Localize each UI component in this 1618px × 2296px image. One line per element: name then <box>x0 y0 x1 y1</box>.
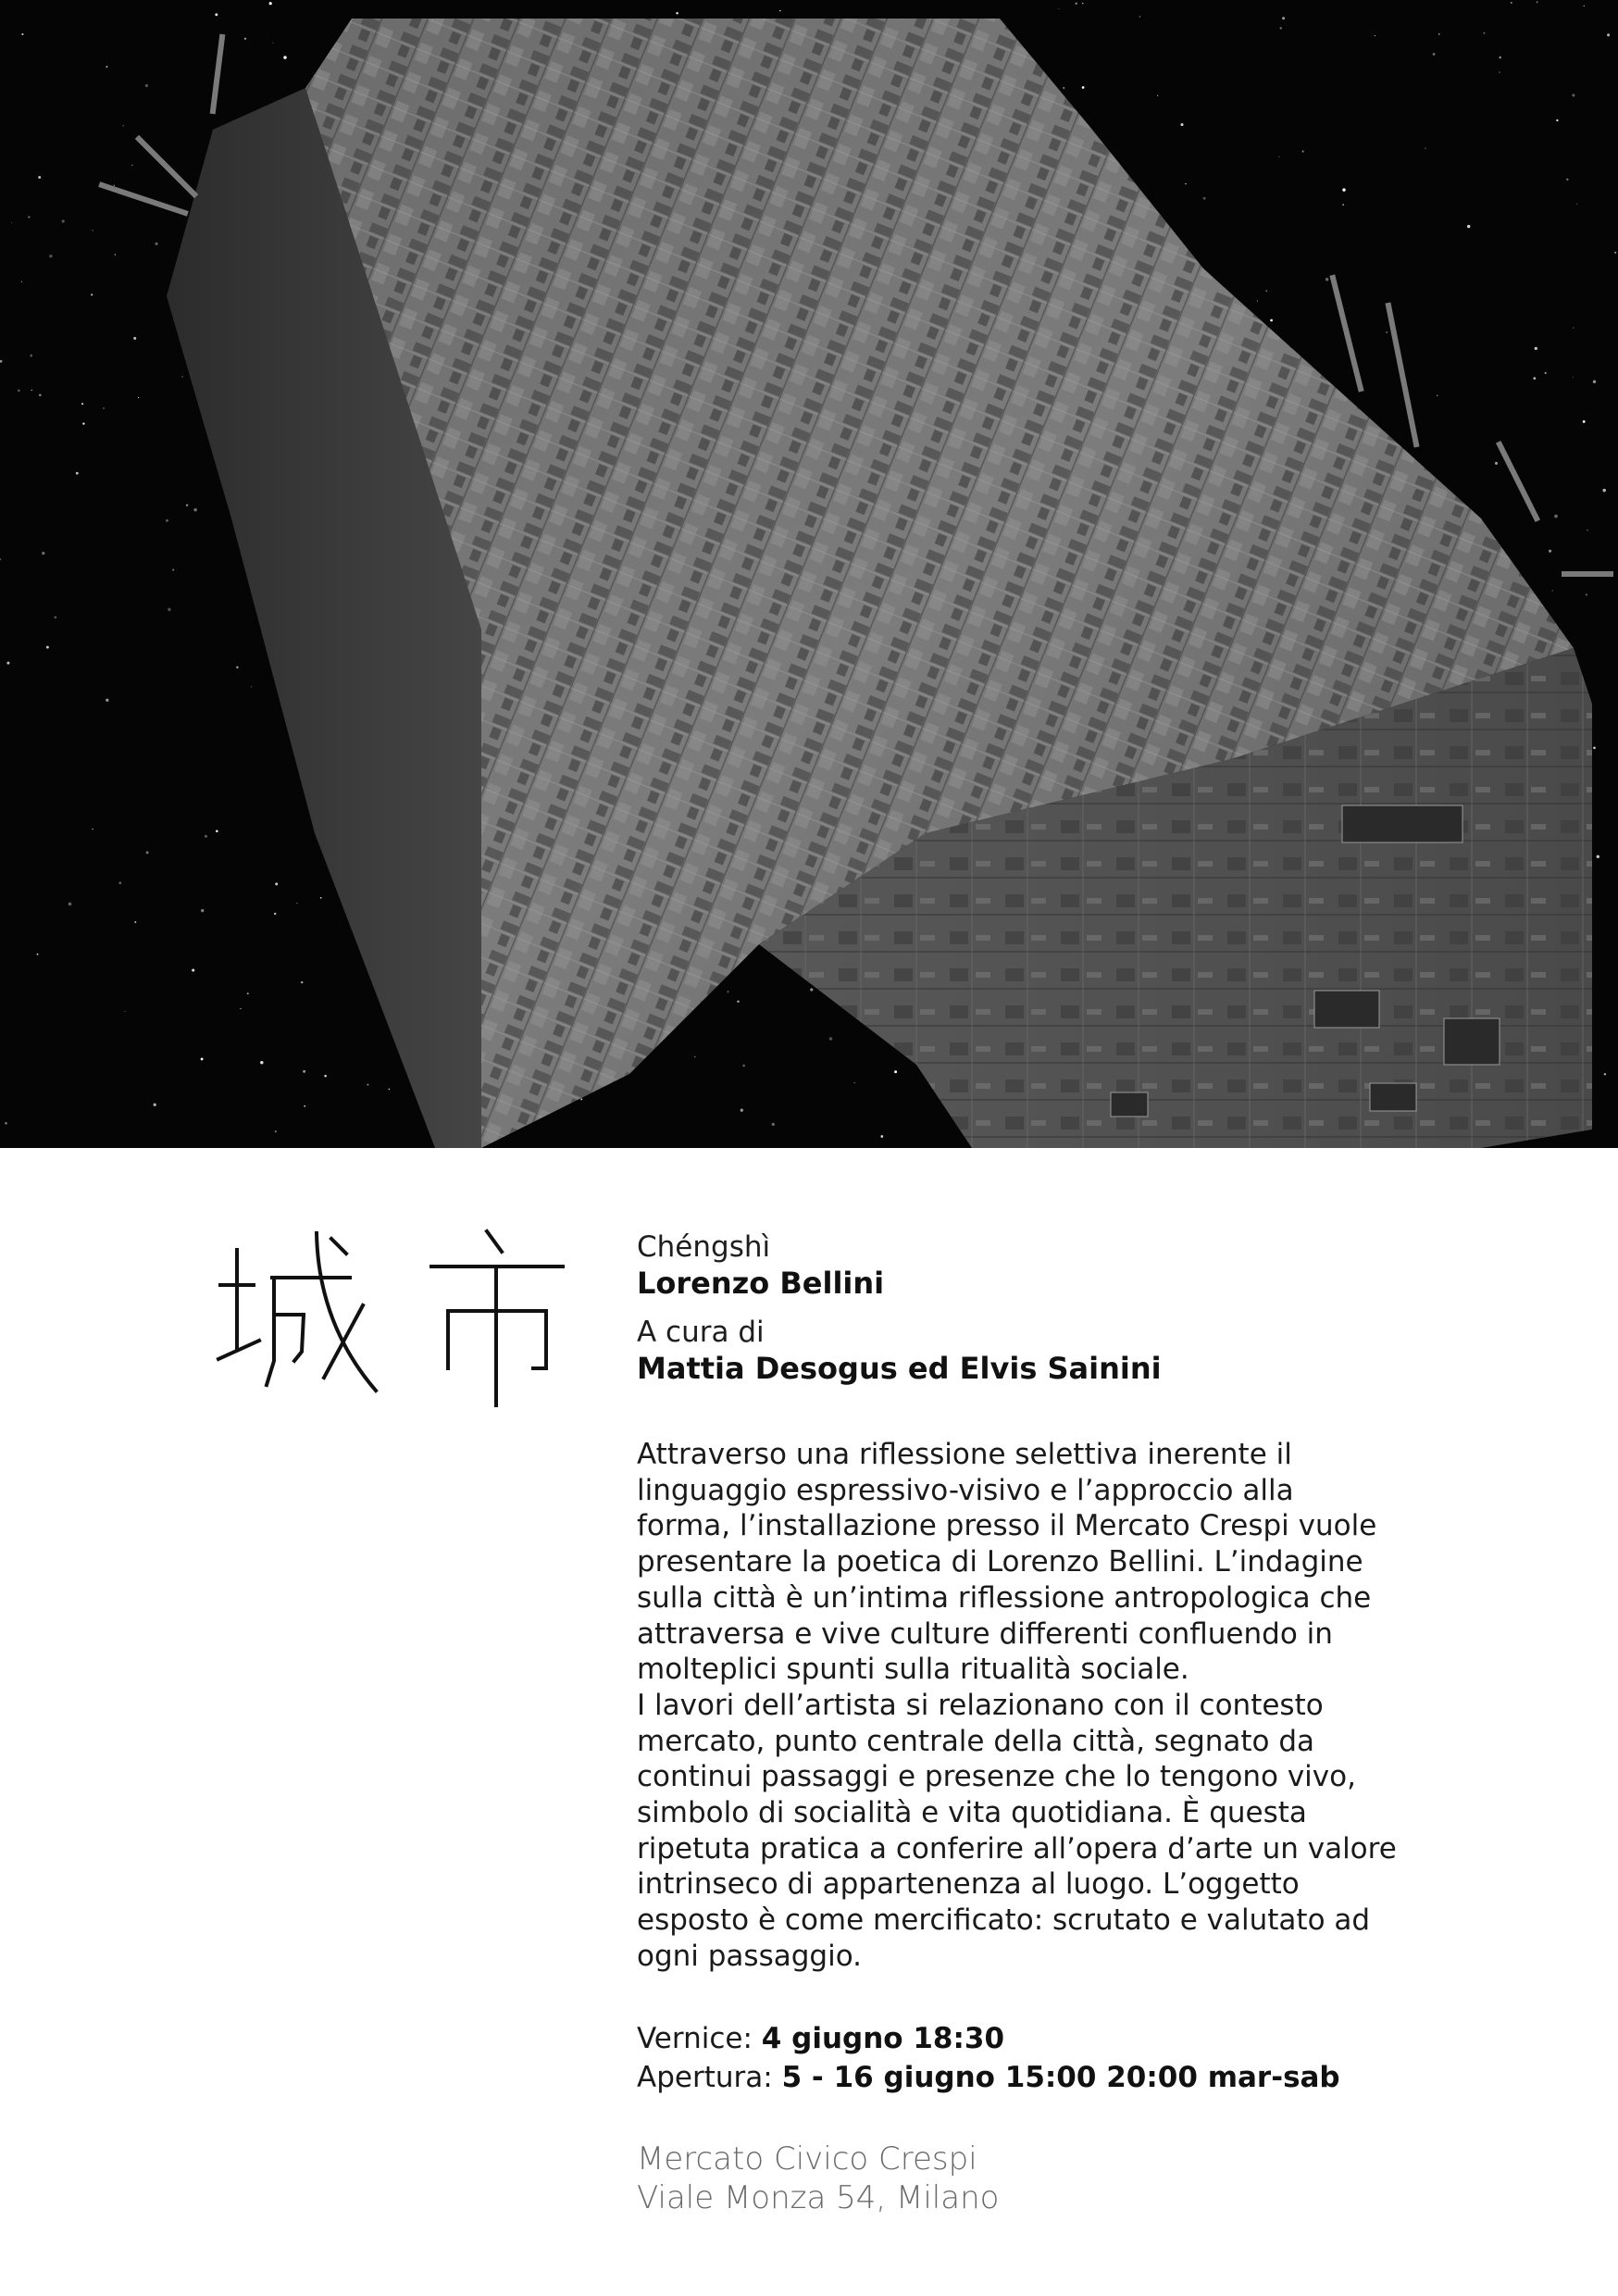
star <box>76 472 79 475</box>
hours-line <box>637 2058 1433 2097</box>
star <box>37 954 39 955</box>
star <box>810 988 813 991</box>
star <box>1467 225 1470 228</box>
star <box>1572 94 1574 96</box>
star <box>46 646 49 649</box>
star <box>247 992 249 994</box>
star <box>1593 381 1596 383</box>
star <box>1483 32 1485 34</box>
star <box>5 1122 7 1125</box>
curated-by-label: A cura di <box>637 1316 765 1349</box>
star <box>1593 747 1596 750</box>
hours-value: 5 - 16 giugno 15:00 20:00 mar-sab <box>781 2060 1340 2094</box>
artist-name: Lorenzo Bellini <box>637 1266 885 1301</box>
description-line: ripetuta pratica a conferire all’opera d’arte un valore <box>637 1831 1397 1866</box>
star <box>1386 331 1387 332</box>
star <box>303 1070 305 1073</box>
star <box>216 830 218 832</box>
star <box>181 376 182 377</box>
star <box>275 882 278 885</box>
description-line: linguaggio espressivo-visivo e l’approccio alla <box>637 1473 1294 1507</box>
star <box>118 881 121 884</box>
star <box>155 243 157 245</box>
star <box>18 389 20 392</box>
star <box>1573 327 1574 328</box>
star <box>741 1109 743 1112</box>
star <box>201 1057 204 1060</box>
star <box>1266 290 1267 291</box>
opening-value: 4 giugno 18:30 <box>761 2021 1005 2055</box>
star <box>1586 593 1587 595</box>
description-line: ogni passaggio. <box>637 1939 862 1973</box>
description-line: continui passaggi e presenze che lo tengono vivo, <box>637 1760 1356 1794</box>
star <box>1282 17 1285 19</box>
curators-names: Mattia Desogus ed Elvis Sainini <box>637 1351 1162 1386</box>
star <box>269 2 272 5</box>
star <box>1302 151 1304 153</box>
star <box>1058 8 1059 9</box>
star <box>779 10 780 11</box>
star <box>1257 300 1258 301</box>
description-line: I lavori dell’artista si relazionano con il contesto <box>637 1688 1324 1722</box>
star <box>1433 53 1436 56</box>
star <box>1537 1 1538 3</box>
description-line: sulla città è un’intima riflessione antropologica che <box>637 1580 1372 1615</box>
description-paragraph <box>637 1437 1433 1975</box>
star <box>146 851 149 854</box>
star <box>1280 27 1282 29</box>
star <box>1495 462 1498 465</box>
star <box>389 1089 391 1091</box>
star <box>275 1130 277 1132</box>
star <box>240 1008 241 1009</box>
star <box>192 968 194 971</box>
star <box>296 903 297 904</box>
star <box>131 165 132 166</box>
romanized-title: Chéngshì <box>637 1230 771 1264</box>
star <box>367 1084 368 1086</box>
star <box>1604 1073 1606 1075</box>
star <box>1438 33 1440 35</box>
star <box>1602 489 1605 492</box>
description-line: esposto è come mercificato: scrutato e valutato ad <box>637 1903 1371 1938</box>
star <box>138 397 139 398</box>
star <box>1180 123 1183 126</box>
star <box>186 505 188 506</box>
description-line: simbolo di socialità e vita quotidiana. È questa <box>637 1796 1307 1830</box>
star <box>1185 183 1186 184</box>
star <box>166 519 168 522</box>
star <box>737 1000 740 1003</box>
star <box>1597 855 1599 858</box>
star <box>92 829 93 830</box>
star <box>1583 420 1586 423</box>
description-line: mercato, punto centrale della città, segnato da <box>637 1724 1315 1758</box>
star <box>1566 179 1568 181</box>
star <box>122 125 123 126</box>
star <box>133 337 136 340</box>
star <box>320 897 322 899</box>
star <box>106 699 108 702</box>
venue-address: Viale Monza 54, Milano <box>637 2178 1000 2216</box>
star <box>30 355 32 357</box>
star <box>62 219 65 222</box>
title-cjk-characters <box>213 1222 583 1407</box>
star <box>115 254 116 255</box>
star <box>1533 377 1536 380</box>
star <box>580 1098 582 1100</box>
star <box>1342 188 1345 191</box>
description-line: attraversa e vive culture differenti confluendo in <box>637 1616 1333 1651</box>
star <box>1063 87 1064 89</box>
info-column <box>637 1229 1433 2217</box>
hours-label: Apertura: <box>637 2060 773 2094</box>
description-line: Attraverso una riflessione selettiva inerente il <box>637 1438 1292 1471</box>
description-line: molteplici spunti sulla ritualità sociale. <box>637 1653 1189 1687</box>
star <box>103 407 105 409</box>
star <box>1499 72 1500 73</box>
star <box>1499 56 1501 59</box>
star <box>81 403 83 405</box>
opening-label: Vernice: <box>637 2021 753 2055</box>
star <box>1554 515 1558 518</box>
star <box>21 33 23 35</box>
star <box>1614 252 1616 254</box>
star <box>244 38 246 40</box>
star <box>1511 2 1512 4</box>
star <box>6 662 9 665</box>
star <box>304 1105 305 1107</box>
star <box>894 1070 897 1073</box>
star <box>1607 33 1610 36</box>
star <box>1342 204 1344 206</box>
star <box>853 1082 854 1083</box>
star <box>21 281 22 282</box>
star <box>283 56 286 58</box>
star <box>31 390 32 391</box>
star <box>11 222 12 223</box>
star <box>68 903 72 906</box>
star <box>201 909 204 912</box>
star <box>301 981 303 983</box>
star <box>1082 3 1084 5</box>
star <box>42 552 44 555</box>
star <box>742 1065 745 1067</box>
star <box>39 393 42 396</box>
star <box>172 569 174 571</box>
star <box>1270 319 1273 322</box>
star <box>829 1037 833 1041</box>
star <box>324 1075 327 1078</box>
star <box>251 686 252 687</box>
star <box>168 608 170 611</box>
star <box>1576 204 1577 205</box>
star <box>1326 278 1328 281</box>
star <box>880 1135 883 1138</box>
star <box>1203 197 1206 200</box>
star <box>114 185 115 186</box>
star <box>124 1011 125 1012</box>
star <box>260 1061 263 1064</box>
star <box>694 1056 695 1057</box>
venue-name: Mercato Civico Crespi <box>637 2140 977 2177</box>
schedule-block <box>637 2019 1433 2097</box>
star <box>1082 86 1085 89</box>
opening-line <box>637 2019 1433 2058</box>
star <box>1139 16 1140 17</box>
star <box>236 667 238 668</box>
star <box>106 66 107 68</box>
star <box>193 508 196 511</box>
venue-block <box>637 2140 1433 2217</box>
description-line: forma, l’installazione presso il Mercato Crespi vuole <box>637 1509 1377 1543</box>
star <box>772 1123 775 1126</box>
star <box>91 293 93 295</box>
star <box>82 422 84 424</box>
star <box>38 176 41 179</box>
star <box>1535 347 1537 350</box>
star <box>1278 156 1279 157</box>
star <box>1556 119 1558 121</box>
star <box>145 84 148 87</box>
star <box>205 835 207 838</box>
star <box>1549 550 1551 553</box>
star <box>272 43 273 44</box>
star <box>727 991 728 992</box>
description-line: presentare la poetica di Lorenzo Bellini. L’indagine <box>637 1545 1363 1579</box>
star <box>1545 372 1547 374</box>
star <box>1437 394 1438 396</box>
star <box>274 913 276 915</box>
star <box>1552 590 1553 591</box>
star <box>28 216 30 218</box>
star <box>676 12 678 15</box>
star <box>49 255 52 257</box>
description-line: intrinseco di appartenenza al luogo. L’oggetto <box>637 1867 1300 1902</box>
star <box>154 1104 156 1106</box>
star <box>1157 95 1158 96</box>
star <box>1573 377 1574 378</box>
star <box>215 13 218 16</box>
star <box>134 921 136 923</box>
star <box>1076 3 1077 5</box>
star <box>55 617 57 619</box>
